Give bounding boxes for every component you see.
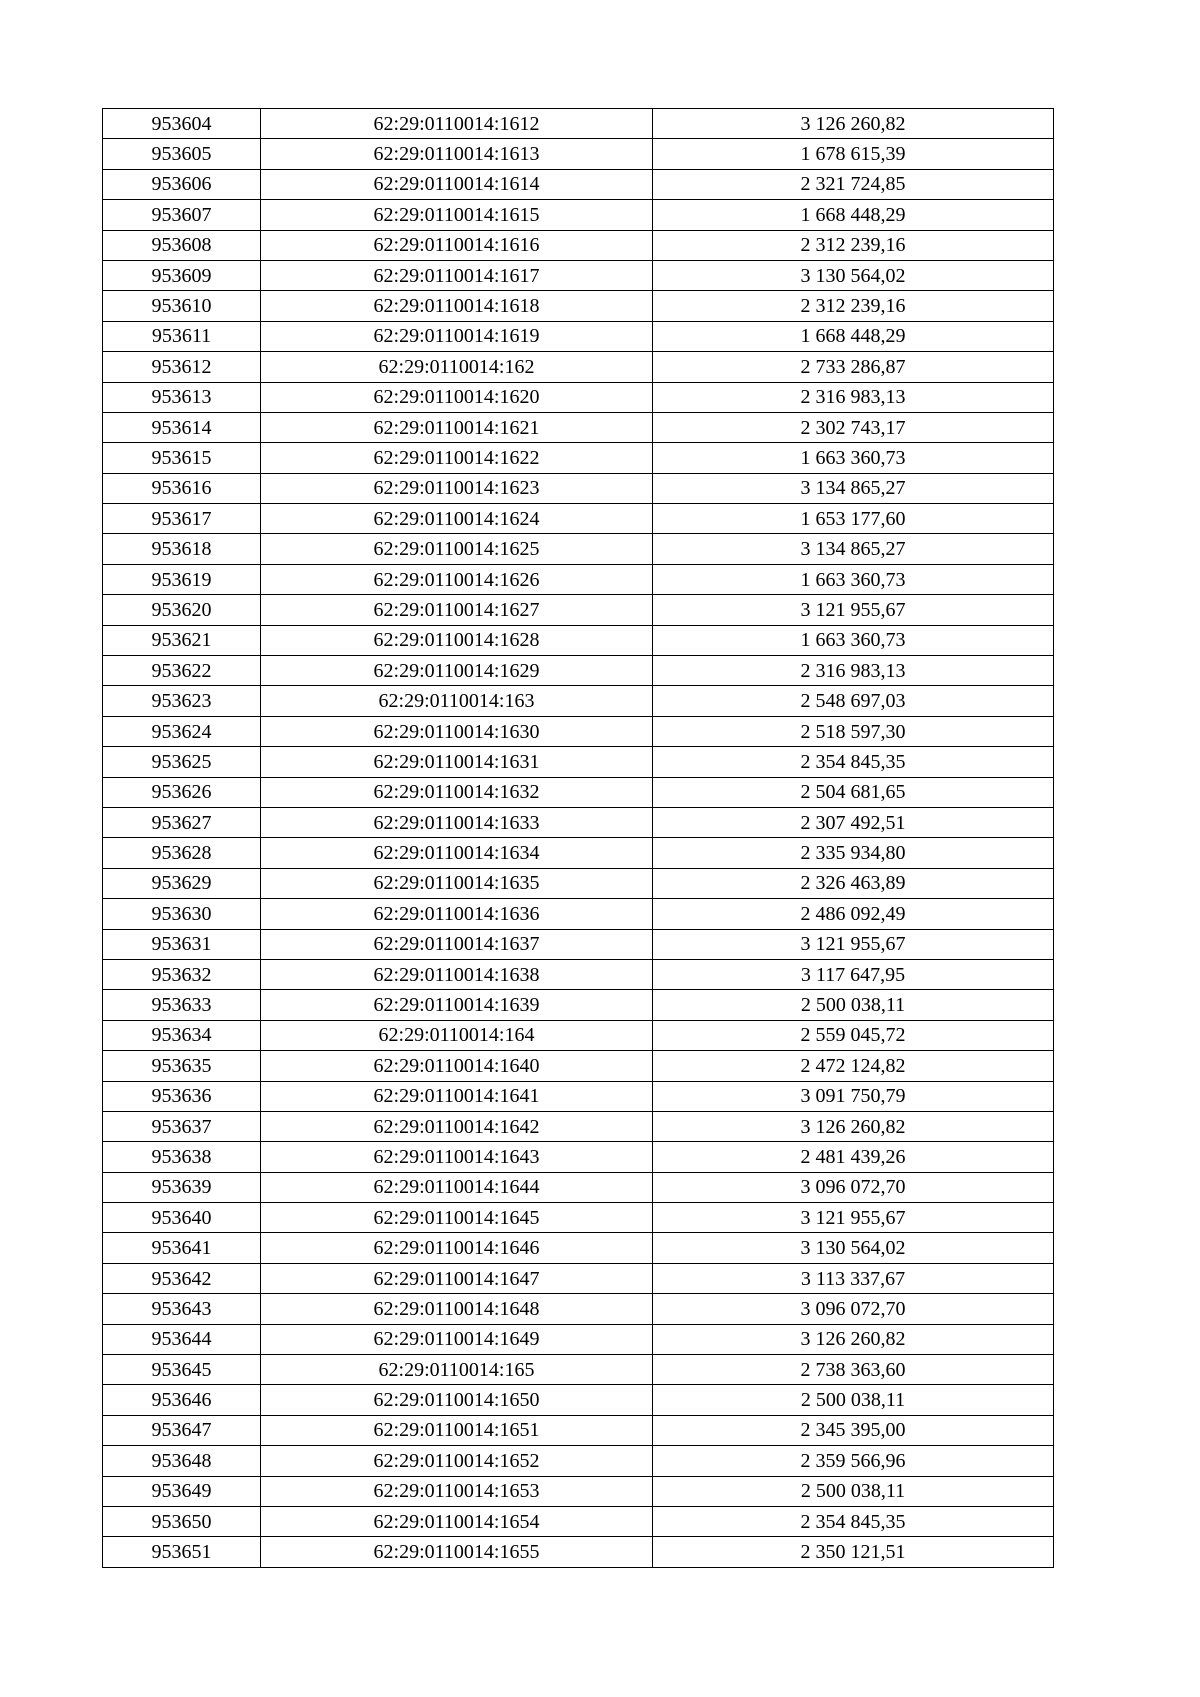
row-number-cell: 953620 <box>103 595 261 625</box>
cadastral-value-cell: 2 504 681,65 <box>653 777 1054 807</box>
cadastral-value-cell: 3 134 865,27 <box>653 534 1054 564</box>
table-row <box>103 1415 1054 1445</box>
row-number-cell: 953605 <box>103 139 261 169</box>
cadastral-value-cell: 2 518 597,30 <box>653 716 1054 746</box>
cadastral-value-cell: 1 678 615,39 <box>653 139 1054 169</box>
row-number-cell: 953649 <box>103 1476 261 1506</box>
cadastral-number-cell: 62:29:0110014:1635 <box>261 868 653 898</box>
row-number-cell: 953611 <box>103 321 261 351</box>
row-number-cell: 953646 <box>103 1385 261 1415</box>
cadastral-number-cell: 62:29:0110014:1619 <box>261 321 653 351</box>
cadastral-number-cell: 62:29:0110014:1627 <box>261 595 653 625</box>
cadastral-value-cell: 1 668 448,29 <box>653 321 1054 351</box>
table-row <box>103 1324 1054 1354</box>
row-number-cell: 953612 <box>103 352 261 382</box>
cadastral-value-cell: 2 733 286,87 <box>653 352 1054 382</box>
table-row <box>103 625 1054 655</box>
table-row <box>103 473 1054 503</box>
table-row <box>103 412 1054 442</box>
cadastral-number-cell: 62:29:0110014:1620 <box>261 382 653 412</box>
cadastral-value-cell: 2 335 934,80 <box>653 838 1054 868</box>
cadastral-number-cell: 62:29:0110014:1651 <box>261 1415 653 1445</box>
cadastral-value-cell: 3 121 955,67 <box>653 595 1054 625</box>
cadastral-value-cell: 2 559 045,72 <box>653 1020 1054 1050</box>
table-row <box>103 1294 1054 1324</box>
cadastral-value-cell: 2 345 395,00 <box>653 1415 1054 1445</box>
row-number-cell: 953623 <box>103 686 261 716</box>
cadastral-number-cell: 62:29:0110014:1621 <box>261 412 653 442</box>
cadastral-number-cell: 62:29:0110014:163 <box>261 686 653 716</box>
cadastral-value-cell: 3 126 260,82 <box>653 109 1054 139</box>
table-row <box>103 686 1054 716</box>
cadastral-number-cell: 62:29:0110014:1631 <box>261 747 653 777</box>
table-row <box>103 1233 1054 1263</box>
cadastral-value-cell: 1 663 360,73 <box>653 564 1054 594</box>
cadastral-number-cell: 62:29:0110014:1623 <box>261 473 653 503</box>
table-row <box>103 291 1054 321</box>
table-row <box>103 1142 1054 1172</box>
cadastral-number-cell: 62:29:0110014:1622 <box>261 443 653 473</box>
cadastral-value-cell: 3 091 750,79 <box>653 1081 1054 1111</box>
cadastral-value-cell: 1 663 360,73 <box>653 625 1054 655</box>
cadastral-value-cell: 3 096 072,70 <box>653 1294 1054 1324</box>
row-number-cell: 953617 <box>103 504 261 534</box>
cadastral-number-cell: 62:29:0110014:1649 <box>261 1324 653 1354</box>
cadastral-number-cell: 62:29:0110014:164 <box>261 1020 653 1050</box>
row-number-cell: 953651 <box>103 1537 261 1567</box>
table-row <box>103 656 1054 686</box>
table-row <box>103 109 1054 139</box>
cadastral-value-cell: 2 354 845,35 <box>653 1506 1054 1536</box>
cadastral-value-cell: 2 359 566,96 <box>653 1446 1054 1476</box>
table-body <box>103 109 1054 1568</box>
cadastral-value-cell: 2 316 983,13 <box>653 382 1054 412</box>
row-number-cell: 953641 <box>103 1233 261 1263</box>
cadastral-number-cell: 62:29:0110014:1652 <box>261 1446 653 1476</box>
row-number-cell: 953625 <box>103 747 261 777</box>
cadastral-number-cell: 62:29:0110014:1614 <box>261 169 653 199</box>
cadastral-value-cell: 3 113 337,67 <box>653 1263 1054 1293</box>
cadastral-number-cell: 62:29:0110014:1615 <box>261 200 653 230</box>
row-number-cell: 953644 <box>103 1324 261 1354</box>
table-row <box>103 443 1054 473</box>
cadastral-number-cell: 62:29:0110014:1630 <box>261 716 653 746</box>
cadastral-number-cell: 62:29:0110014:1646 <box>261 1233 653 1263</box>
row-number-cell: 953648 <box>103 1446 261 1476</box>
row-number-cell: 953606 <box>103 169 261 199</box>
table-row <box>103 1537 1054 1567</box>
cadastral-number-cell: 62:29:0110014:1650 <box>261 1385 653 1415</box>
cadastral-value-cell: 3 121 955,67 <box>653 1203 1054 1233</box>
row-number-cell: 953616 <box>103 473 261 503</box>
table-row <box>103 230 1054 260</box>
row-number-cell: 953618 <box>103 534 261 564</box>
table-row <box>103 1385 1054 1415</box>
cadastral-value-cell: 1 663 360,73 <box>653 443 1054 473</box>
cadastral-value-cell: 3 126 260,82 <box>653 1111 1054 1141</box>
cadastral-number-cell: 62:29:0110014:1642 <box>261 1111 653 1141</box>
cadastral-value-cell: 3 130 564,02 <box>653 260 1054 290</box>
row-number-cell: 953650 <box>103 1506 261 1536</box>
table-row <box>103 899 1054 929</box>
row-number-cell: 953621 <box>103 625 261 655</box>
cadastral-value-cell: 1 668 448,29 <box>653 200 1054 230</box>
cadastral-number-cell: 62:29:0110014:1653 <box>261 1476 653 1506</box>
cadastral-value-cell: 2 316 983,13 <box>653 656 1054 686</box>
cadastral-value-cell: 3 130 564,02 <box>653 1233 1054 1263</box>
cadastral-number-cell: 62:29:0110014:1643 <box>261 1142 653 1172</box>
cadastral-number-cell: 62:29:0110014:1636 <box>261 899 653 929</box>
row-number-cell: 953622 <box>103 656 261 686</box>
cadastral-number-cell: 62:29:0110014:1616 <box>261 230 653 260</box>
row-number-cell: 953640 <box>103 1203 261 1233</box>
cadastral-value-cell: 3 121 955,67 <box>653 929 1054 959</box>
table-row <box>103 169 1054 199</box>
table-row <box>103 1355 1054 1385</box>
cadastral-value-cell: 3 134 865,27 <box>653 473 1054 503</box>
row-number-cell: 953608 <box>103 230 261 260</box>
cadastral-value-cell: 2 312 239,16 <box>653 230 1054 260</box>
row-number-cell: 953628 <box>103 838 261 868</box>
cadastral-value-cell: 2 500 038,11 <box>653 1476 1054 1506</box>
cadastral-value-cell: 2 472 124,82 <box>653 1051 1054 1081</box>
cadastral-value-cell: 2 321 724,85 <box>653 169 1054 199</box>
table-row <box>103 1020 1054 1050</box>
row-number-cell: 953614 <box>103 412 261 442</box>
table-row <box>103 382 1054 412</box>
table-row <box>103 321 1054 351</box>
cadastral-number-cell: 62:29:0110014:165 <box>261 1355 653 1385</box>
cadastral-number-cell: 62:29:0110014:1638 <box>261 959 653 989</box>
table-row <box>103 1203 1054 1233</box>
cadastral-number-cell: 62:29:0110014:1654 <box>261 1506 653 1536</box>
cadastral-value-cell: 2 307 492,51 <box>653 807 1054 837</box>
table-row <box>103 534 1054 564</box>
cadastral-number-cell: 62:29:0110014:1625 <box>261 534 653 564</box>
table-row <box>103 838 1054 868</box>
table-row <box>103 807 1054 837</box>
table-row <box>103 747 1054 777</box>
cadastral-number-cell: 62:29:0110014:1613 <box>261 139 653 169</box>
cadastral-value-cell: 2 500 038,11 <box>653 1385 1054 1415</box>
cadastral-number-cell: 62:29:0110014:1637 <box>261 929 653 959</box>
cadastral-value-cell: 2 350 121,51 <box>653 1537 1054 1567</box>
table-row <box>103 716 1054 746</box>
row-number-cell: 953630 <box>103 899 261 929</box>
cadastral-number-cell: 62:29:0110014:1612 <box>261 109 653 139</box>
cadastral-value-cell: 3 126 260,82 <box>653 1324 1054 1354</box>
table-row <box>103 777 1054 807</box>
table-row <box>103 1172 1054 1202</box>
cadastral-number-cell: 62:29:0110014:1628 <box>261 625 653 655</box>
row-number-cell: 953639 <box>103 1172 261 1202</box>
row-number-cell: 953632 <box>103 959 261 989</box>
cadastral-number-cell: 62:29:0110014:1655 <box>261 1537 653 1567</box>
cadastral-value-cell: 2 302 743,17 <box>653 412 1054 442</box>
cadastral-number-cell: 62:29:0110014:1632 <box>261 777 653 807</box>
cadastral-number-cell: 62:29:0110014:1641 <box>261 1081 653 1111</box>
table-row <box>103 260 1054 290</box>
row-number-cell: 953634 <box>103 1020 261 1050</box>
row-number-cell: 953626 <box>103 777 261 807</box>
row-number-cell: 953638 <box>103 1142 261 1172</box>
row-number-cell: 953629 <box>103 868 261 898</box>
row-number-cell: 953615 <box>103 443 261 473</box>
table-row <box>103 564 1054 594</box>
cadastral-value-cell: 2 354 845,35 <box>653 747 1054 777</box>
row-number-cell: 953636 <box>103 1081 261 1111</box>
cadastral-value-cell: 2 312 239,16 <box>653 291 1054 321</box>
cadastral-number-cell: 62:29:0110014:1633 <box>261 807 653 837</box>
cadastral-value-cell: 1 653 177,60 <box>653 504 1054 534</box>
row-number-cell: 953635 <box>103 1051 261 1081</box>
row-number-cell: 953633 <box>103 990 261 1020</box>
row-number-cell: 953613 <box>103 382 261 412</box>
table-row <box>103 200 1054 230</box>
cadastral-number-cell: 62:29:0110014:1644 <box>261 1172 653 1202</box>
table-row <box>103 504 1054 534</box>
table-row <box>103 990 1054 1020</box>
table-row <box>103 1051 1054 1081</box>
cadastral-number-cell: 62:29:0110014:162 <box>261 352 653 382</box>
table-row <box>103 929 1054 959</box>
table-row <box>103 352 1054 382</box>
cadastral-value-cell: 2 326 463,89 <box>653 868 1054 898</box>
row-number-cell: 953619 <box>103 564 261 594</box>
table-row <box>103 1111 1054 1141</box>
row-number-cell: 953637 <box>103 1111 261 1141</box>
cadastral-value-cell: 3 117 647,95 <box>653 959 1054 989</box>
cadastral-number-cell: 62:29:0110014:1624 <box>261 504 653 534</box>
row-number-cell: 953643 <box>103 1294 261 1324</box>
cadastral-number-cell: 62:29:0110014:1618 <box>261 291 653 321</box>
cadastral-number-cell: 62:29:0110014:1629 <box>261 656 653 686</box>
table-row <box>103 959 1054 989</box>
row-number-cell: 953624 <box>103 716 261 746</box>
row-number-cell: 953642 <box>103 1263 261 1293</box>
row-number-cell: 953610 <box>103 291 261 321</box>
cadastral-number-cell: 62:29:0110014:1639 <box>261 990 653 1020</box>
table-row <box>103 1263 1054 1293</box>
row-number-cell: 953647 <box>103 1415 261 1445</box>
row-number-cell: 953645 <box>103 1355 261 1385</box>
cadastral-value-cell: 2 500 038,11 <box>653 990 1054 1020</box>
cadastral-number-cell: 62:29:0110014:1647 <box>261 1263 653 1293</box>
table-row <box>103 1081 1054 1111</box>
row-number-cell: 953627 <box>103 807 261 837</box>
cadastral-value-cell: 2 738 363,60 <box>653 1355 1054 1385</box>
cadastral-number-cell: 62:29:0110014:1626 <box>261 564 653 594</box>
table-row <box>103 868 1054 898</box>
table-row <box>103 1506 1054 1536</box>
row-number-cell: 953631 <box>103 929 261 959</box>
row-number-cell: 953604 <box>103 109 261 139</box>
table-row <box>103 1446 1054 1476</box>
cadastral-number-cell: 62:29:0110014:1640 <box>261 1051 653 1081</box>
cadastral-value-table <box>102 108 1054 1568</box>
row-number-cell: 953607 <box>103 200 261 230</box>
cadastral-value-cell: 2 486 092,49 <box>653 899 1054 929</box>
table-row <box>103 595 1054 625</box>
cadastral-value-cell: 2 548 697,03 <box>653 686 1054 716</box>
table-row <box>103 139 1054 169</box>
cadastral-number-cell: 62:29:0110014:1634 <box>261 838 653 868</box>
table-row <box>103 1476 1054 1506</box>
cadastral-value-cell: 3 096 072,70 <box>653 1172 1054 1202</box>
row-number-cell: 953609 <box>103 260 261 290</box>
cadastral-value-cell: 2 481 439,26 <box>653 1142 1054 1172</box>
cadastral-number-cell: 62:29:0110014:1617 <box>261 260 653 290</box>
cadastral-number-cell: 62:29:0110014:1645 <box>261 1203 653 1233</box>
cadastral-number-cell: 62:29:0110014:1648 <box>261 1294 653 1324</box>
